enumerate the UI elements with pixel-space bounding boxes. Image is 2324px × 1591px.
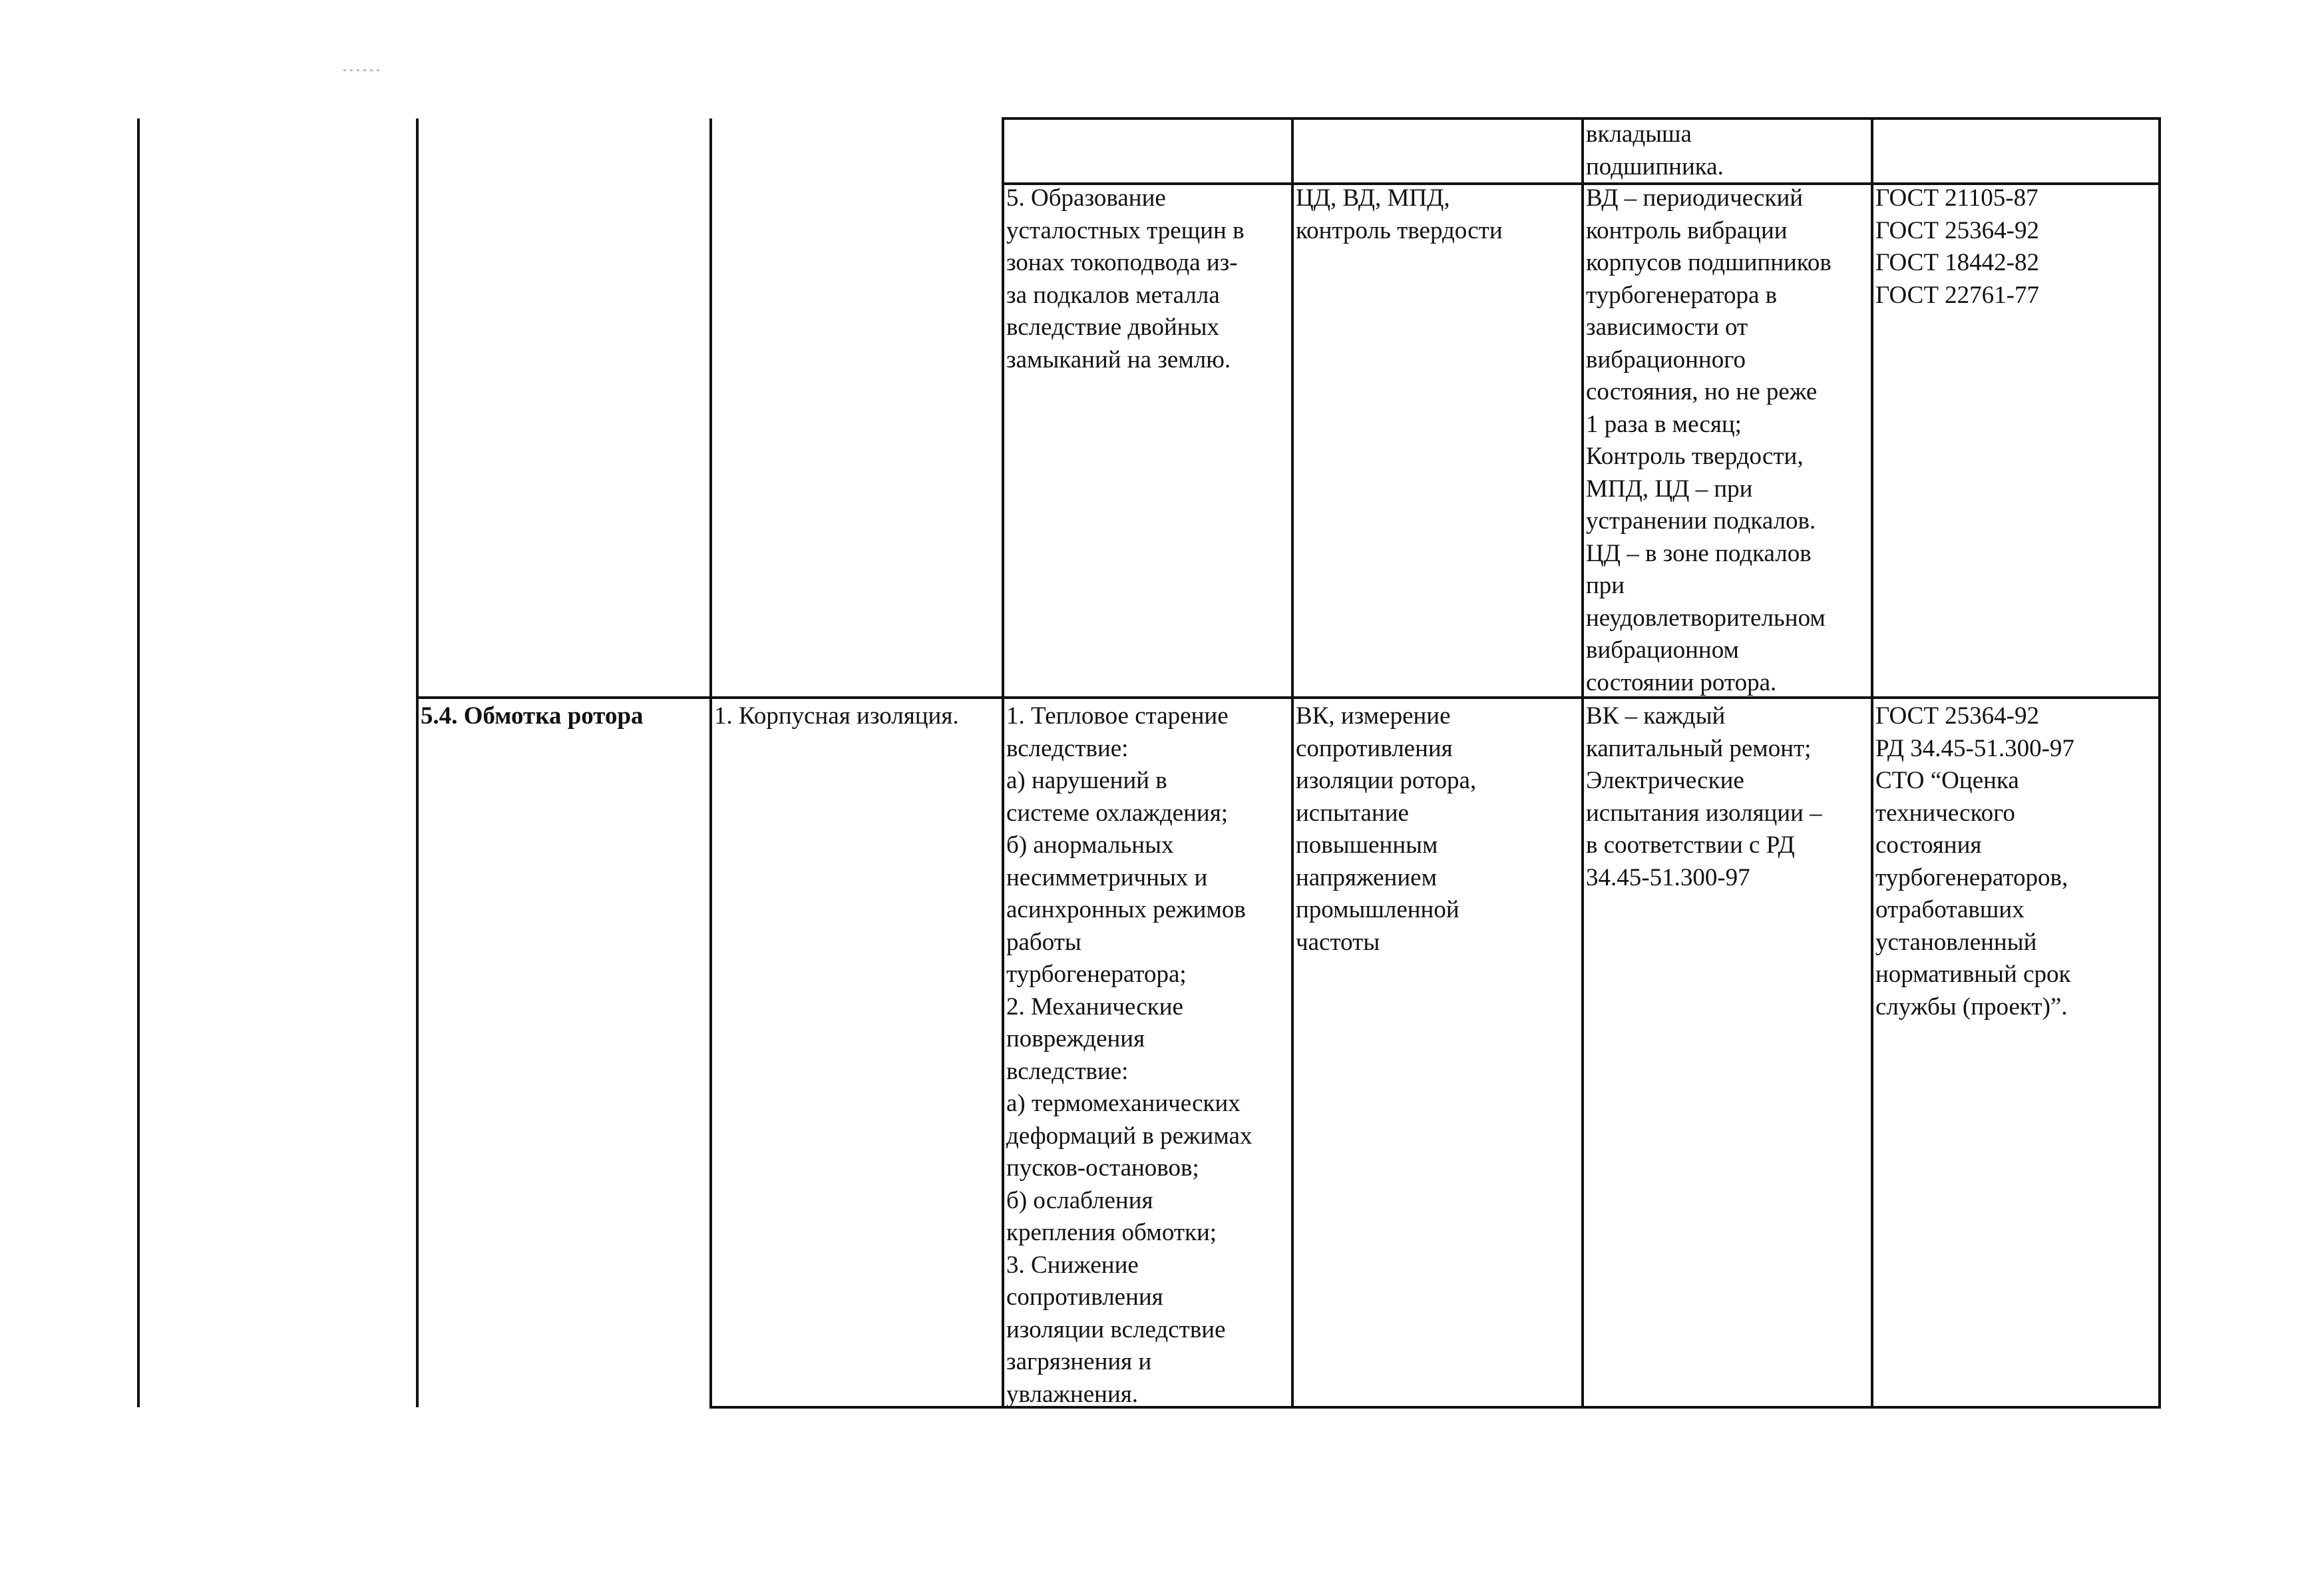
table-cell-periodicity: ВК – каждый капитальный ремонт; Электрические испытания изоляции – в соответствии с РД 34.45-51.300-97	[1586, 702, 1822, 891]
table-cell-element: 1. Корпусная изоляция.	[714, 702, 959, 730]
scan-speck	[343, 69, 383, 71]
column-divider-5	[1581, 118, 1584, 1407]
column-divider-3	[1002, 118, 1004, 1407]
top-border	[1002, 117, 2161, 120]
table-cell-standards: ГОСТ 21105-87 ГОСТ 25364-92 ГОСТ 18442-82 ГОСТ 22761-77	[1875, 184, 2039, 309]
table-cell-defect: 5. Образование усталостных трещин в зонах токоподвода из- за подкалов металла вследствие двойных замыканий на землю.	[1006, 184, 1245, 373]
row-divider-2	[416, 696, 2161, 699]
table-cell-periodicity-top: вкладыша подшипника.	[1586, 120, 1724, 180]
section-title-rotor-winding: 5.4. Обмотка ротора	[421, 702, 644, 730]
bottom-border	[709, 1406, 2161, 1409]
table-border-right	[2158, 118, 2161, 1407]
column-divider-6	[1871, 118, 1873, 1407]
table-cell-methods: ВК, измерение сопротивления изоляции ротора, испытание повышенным напряжением промышленной частоты	[1296, 702, 1477, 956]
column-divider-1	[416, 118, 419, 1407]
column-divider-2	[709, 118, 712, 1407]
table-cell-periodicity: ВД – периодический контроль вибрации корпусов подшипников турбогенератора в зависимости от вибрационного состояния, но не реже 1 раза в месяц; Контроль твердости, МПД, ЦД – при устранении подкалов. ЦД – в зоне подкалов при неудовлетворительном вибрационном состоянии ротора.	[1586, 184, 1832, 696]
table-cell-standards: ГОСТ 25364-92 РД 34.45-51.300-97 СТО “Оценка технического состояния турбогенераторов, отработавших установленный нормативный срок службы (проект)”.	[1875, 702, 2074, 1021]
table-cell-defect: 1. Тепловое старение вследствие: а) нарушений в системе охлаждения; б) анормальных несимметричных и асинхронных режимов работы турбогенератора; 2. Механические повреждения вследствие: а) термомеханических деформаций в режимах пусков-остановов; б) ослабления крепления обмотки; 3. Снижение сопротивления изоляции вследствие загрязнения и увлажнения.	[1006, 702, 1253, 1408]
table-cell-methods: ЦД, ВД, МПД, контроль твердости	[1296, 184, 1503, 244]
table-border-left	[137, 118, 140, 1407]
